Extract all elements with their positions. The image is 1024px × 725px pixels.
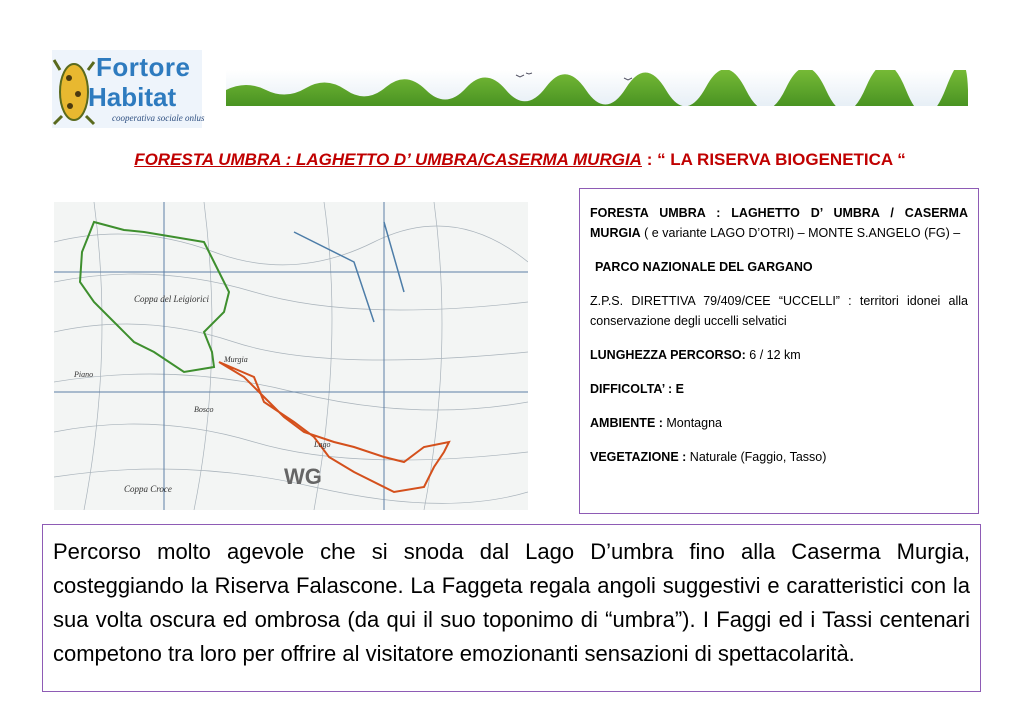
info-length-label: LUNGHEZZA PERCORSO: <box>590 348 746 362</box>
page-title <box>80 150 960 170</box>
info-environment-value: Montagna <box>662 416 722 430</box>
map-label-coppa-croce: Coppa Croce <box>124 484 172 494</box>
map-label-wg: WG <box>284 464 322 489</box>
info-park <box>590 257 968 277</box>
info-length-value: 6 / 12 km <box>745 348 801 362</box>
info-zps: Z.P.S. DIRETTIVA 79/409/CEE “UCCELLI” : territori idonei alla conservazione degli uccelli selvatici <box>590 294 968 328</box>
route-info-box <box>579 188 979 514</box>
info-park-text: PARCO NAZIONALE DEL GARGANO <box>595 260 813 274</box>
info-vegetation-value: Naturale (Faggio, Tasso) <box>686 450 827 464</box>
info-heading-rest: ( e variante LAGO D’OTRI) – MONTE S.ANGELO (FG) – <box>640 226 961 240</box>
logo-text-habitat: Habitat <box>88 82 177 112</box>
info-difficulty <box>590 379 968 399</box>
route-description: Percorso molto agevole che si snoda dal Lago D’umbra fino alla Caserma Murgia, costeggiando la Riserva Falascone. La Faggeta regala angoli suggestivi e caratteristici con la sua volta oscura ed ombrosa (da qui il suo toponimo di “umbra”). I Faggi ed i Tassi centenari competono tra loro per offrire al visitatore emozionanti sensazioni di spettacolarità. <box>42 524 981 692</box>
info-heading-bold: FORESTA UMBRA : LAGHETTO D’ UMBRA / CASERMA MURGIA <box>590 206 968 240</box>
map-label-murgia: Murgia <box>224 355 248 364</box>
map-label-coppa: Coppa del Leigiorici <box>134 294 209 304</box>
grass-banner <box>226 70 968 106</box>
info-vegetation-label: VEGETAZIONE : <box>590 450 687 464</box>
info-vegetation <box>590 447 968 467</box>
map-label-piano: Piano <box>74 370 94 379</box>
logo-text-fortore: Fortore <box>96 52 191 82</box>
title-separator: : <box>641 150 658 169</box>
info-difficulty-label: DIFFICOLTA’ : E <box>590 382 684 396</box>
info-length <box>590 345 968 365</box>
title-reserve: “ LA RISERVA BIOGENETICA “ <box>657 150 906 169</box>
info-environment-label: AMBIENTE : <box>590 416 663 430</box>
map-label-bosco: Bosco <box>194 405 214 414</box>
route-map <box>54 202 528 510</box>
info-heading <box>590 203 968 243</box>
info-environment <box>590 413 968 433</box>
map-label-lago: Lago <box>314 440 331 449</box>
title-route: FORESTA UMBRA : LAGHETTO D’ UMBRA/CASERMA MURGIA <box>134 150 642 169</box>
logo-subtitle: cooperativa sociale onlus <box>112 113 205 123</box>
